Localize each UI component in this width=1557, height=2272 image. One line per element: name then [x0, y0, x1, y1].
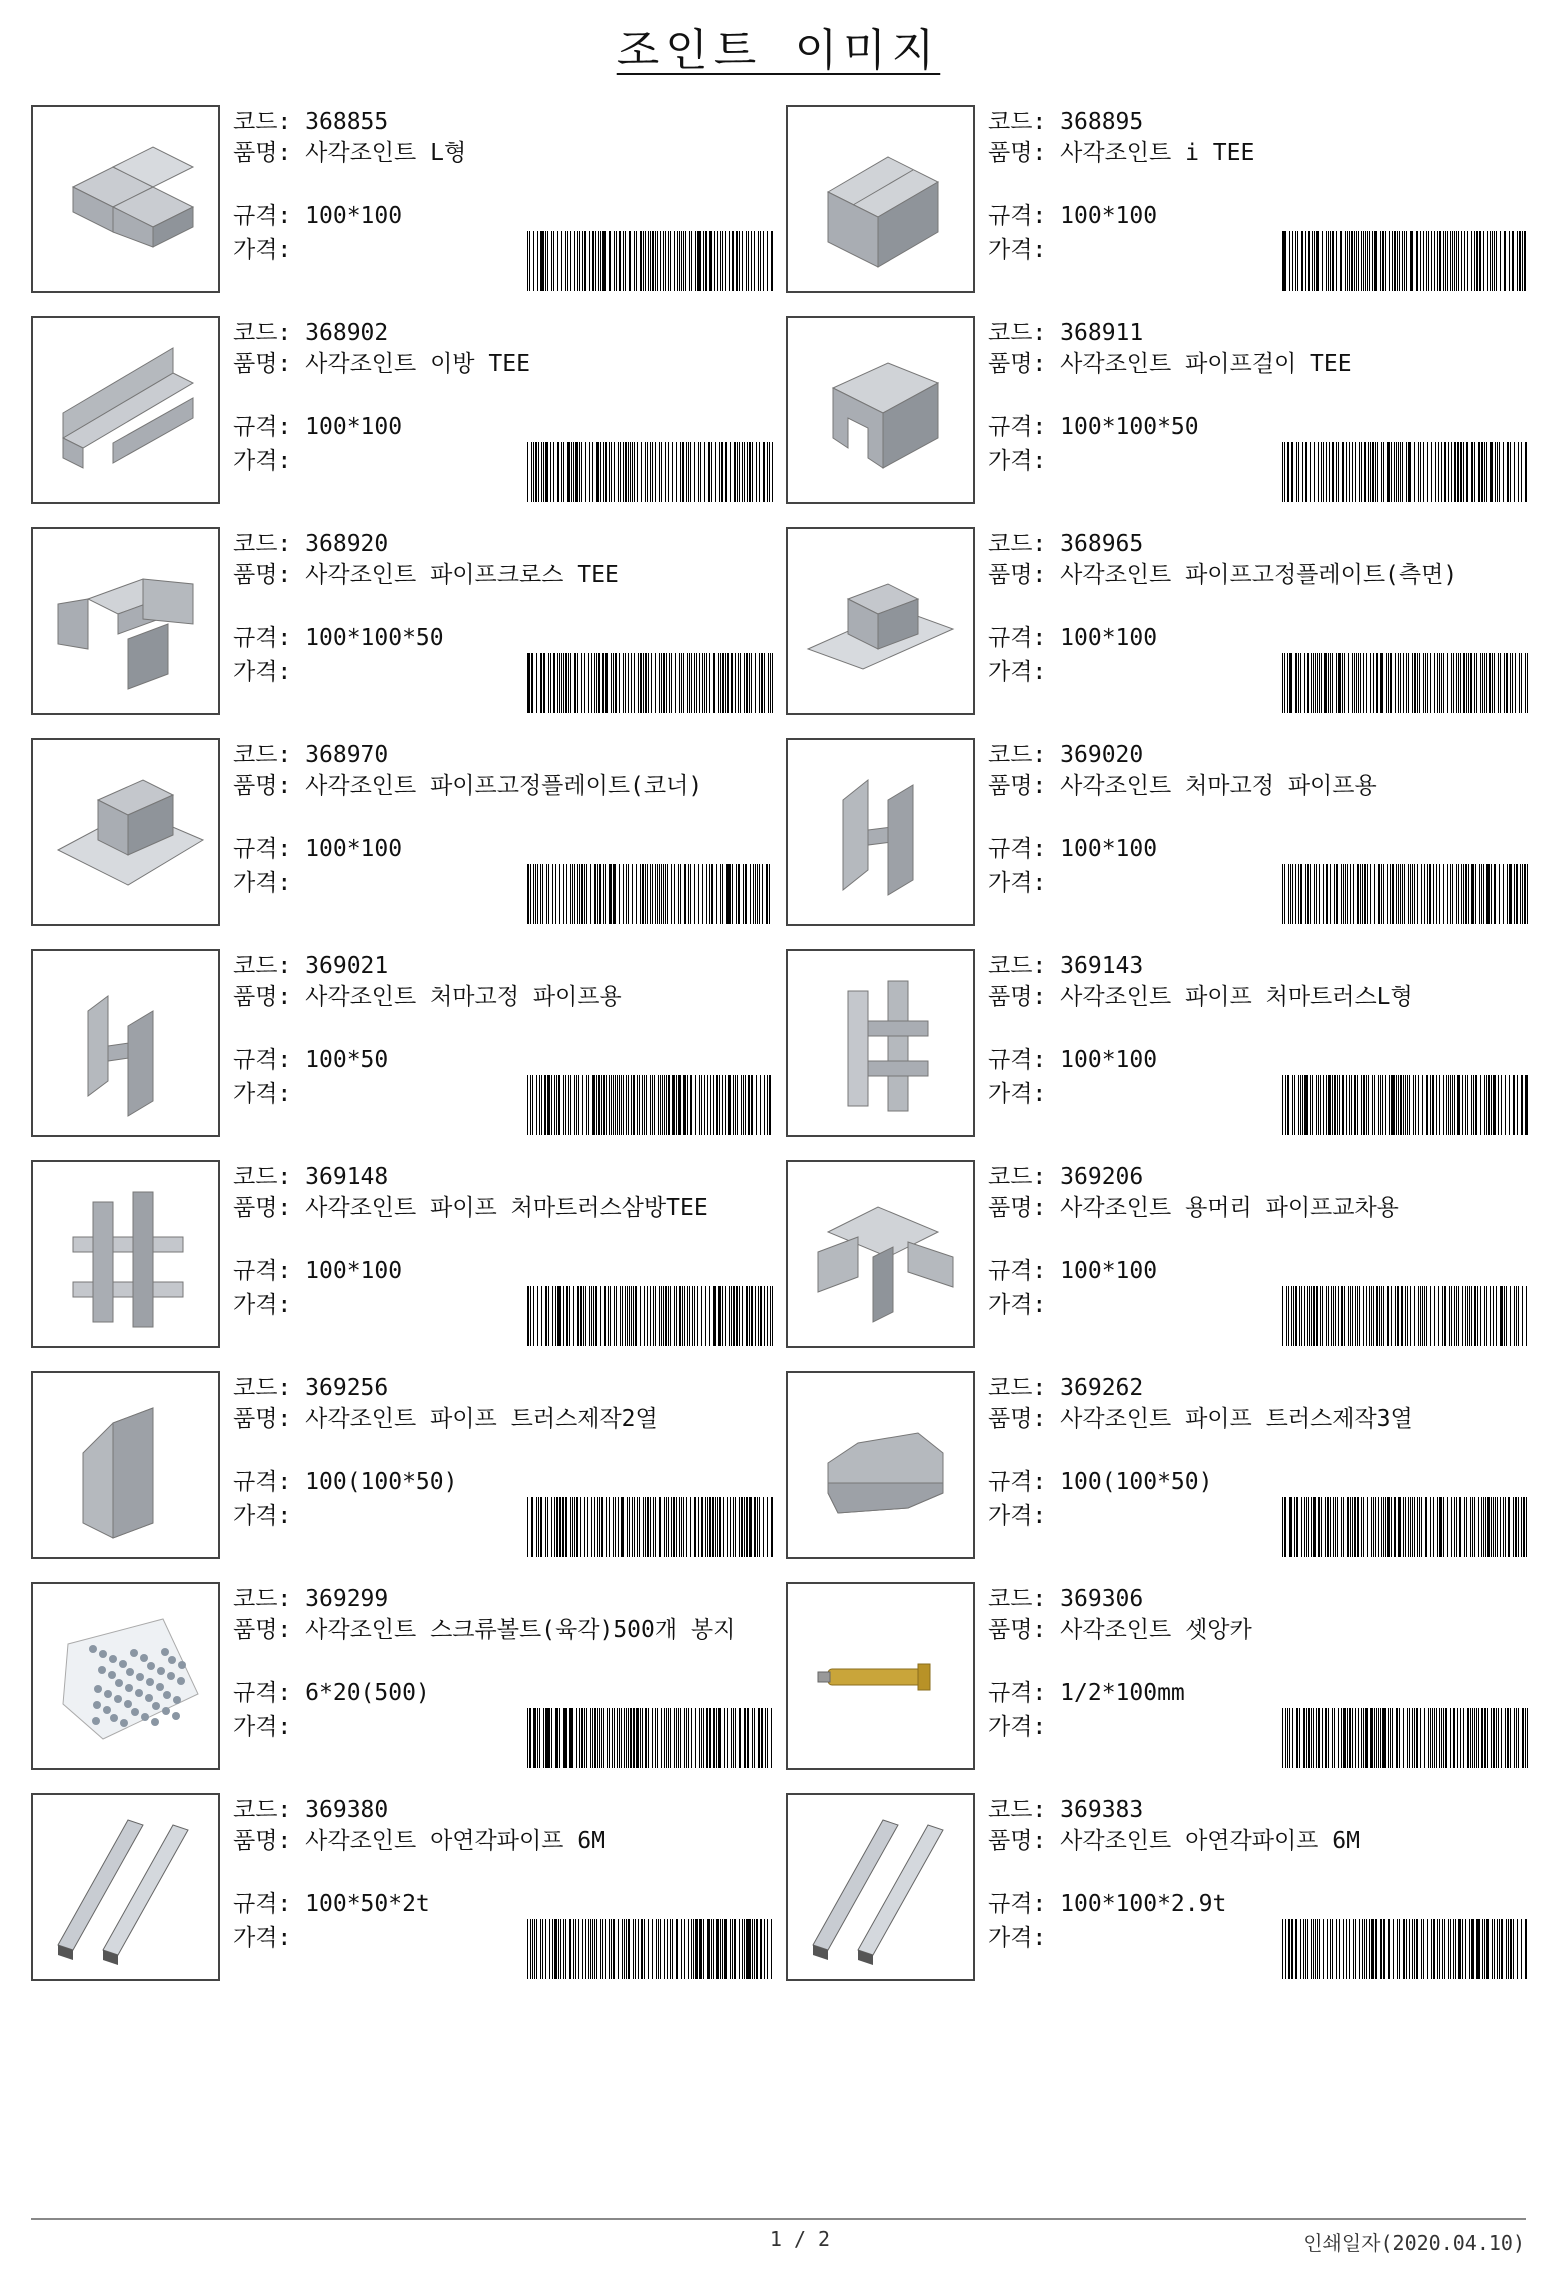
spec-row	[988, 1678, 1185, 1709]
code-value: 369380	[305, 1797, 389, 1823]
spec-label: 규격:	[233, 1047, 292, 1073]
barcode	[1282, 653, 1532, 713]
product-image	[786, 1582, 975, 1770]
galvanized-pipe-icon	[788, 1795, 973, 1979]
code-label: 코드:	[988, 742, 1047, 768]
code-value: 369143	[1060, 953, 1144, 979]
product-info	[988, 1373, 1548, 1529]
spec-row	[988, 1889, 1226, 1920]
spec-label: 규격:	[988, 625, 1047, 651]
name-row	[233, 982, 793, 1013]
eave-truss-l-icon	[788, 951, 973, 1135]
price-label: 가격:	[233, 1292, 292, 1318]
name-row	[988, 1615, 1548, 1646]
spec-value: 100*50	[305, 1047, 389, 1073]
price-row	[988, 868, 1046, 899]
name-value: 사각조인트 파이프 트러스제작2열	[305, 1406, 658, 1432]
spec-value: 6*20(500)	[305, 1680, 430, 1706]
side-plate-icon	[788, 529, 973, 713]
barcode	[1282, 1919, 1532, 1979]
product-info	[233, 1584, 793, 1740]
product-card	[786, 947, 1546, 1139]
code-label: 코드:	[988, 109, 1047, 135]
product-image	[31, 105, 220, 293]
code-row	[233, 951, 793, 982]
code-value: 368970	[305, 742, 389, 768]
code-label: 코드:	[988, 531, 1047, 557]
spec-row	[233, 1467, 457, 1498]
name-value: 사각조인트 셋앙카	[1060, 1617, 1252, 1643]
price-row	[233, 657, 291, 688]
product-card	[786, 1791, 1546, 1983]
spec-label: 규격:	[233, 203, 292, 229]
price-label: 가격:	[988, 237, 1047, 263]
product-info	[988, 107, 1548, 263]
product-image	[31, 738, 220, 926]
code-value: 369256	[305, 1375, 389, 1401]
barcode	[527, 1919, 777, 1979]
code-value: 369206	[1060, 1164, 1144, 1190]
price-label: 가격:	[988, 448, 1047, 474]
name-label: 품명:	[233, 351, 292, 377]
product-card	[786, 103, 1546, 295]
spec-value: 100*100	[1060, 1258, 1158, 1284]
code-value: 369383	[1060, 1797, 1144, 1823]
spec-label: 규격:	[988, 836, 1047, 862]
name-value: 사각조인트 아연각파이프 6M	[305, 1828, 605, 1854]
eave-bracket-small-icon	[33, 951, 218, 1135]
spec-value: 100*100	[1060, 203, 1158, 229]
price-label: 가격:	[233, 1081, 292, 1107]
spec-row	[988, 834, 1157, 865]
product-card	[786, 1158, 1546, 1350]
name-label: 품명:	[988, 1617, 1047, 1643]
galvanized-pipe-icon	[33, 1795, 218, 1979]
name-label: 품명:	[233, 1617, 292, 1643]
price-label: 가격:	[233, 1925, 292, 1951]
barcode	[1282, 1708, 1532, 1768]
code-row	[233, 1162, 793, 1193]
name-row	[988, 560, 1548, 591]
page-title: 조인트 이미지	[616, 25, 941, 76]
name-label: 품명:	[233, 562, 292, 588]
product-image	[31, 316, 220, 504]
code-value: 369021	[305, 953, 389, 979]
product-card	[31, 525, 791, 717]
price-row	[233, 868, 291, 899]
product-image	[786, 738, 975, 926]
name-label: 품명:	[988, 351, 1047, 377]
code-label: 코드:	[233, 1586, 292, 1612]
product-info	[988, 1162, 1548, 1318]
name-value: 사각조인트 파이프 처마트러스L형	[1060, 984, 1413, 1010]
barcode	[527, 1708, 777, 1768]
name-label: 품명:	[988, 984, 1047, 1010]
product-info	[233, 1373, 793, 1529]
code-value: 369148	[305, 1164, 389, 1190]
product-card	[31, 1791, 791, 1983]
i-tee-joint-icon	[788, 107, 973, 291]
product-card	[786, 736, 1546, 928]
name-value: 사각조인트 처마고정 파이프용	[1060, 773, 1377, 799]
eave-truss-three-way-icon	[33, 1162, 218, 1346]
spec-value: 100*100	[305, 836, 403, 862]
spec-label: 규격:	[988, 1680, 1047, 1706]
spec-label: 규격:	[988, 1258, 1047, 1284]
product-card	[786, 1369, 1546, 1561]
name-value: 사각조인트 파이프고정플레이트(코너)	[305, 773, 703, 799]
name-label: 품명:	[233, 1195, 292, 1221]
print-date: 인쇄일자(2020.04.10)	[1303, 2231, 1525, 2255]
two-way-tee-icon	[33, 318, 218, 502]
spec-row	[233, 1678, 430, 1709]
pipe-hanger-tee-icon	[788, 318, 973, 502]
price-row	[233, 1712, 291, 1743]
code-label: 코드:	[988, 1586, 1047, 1612]
spec-row	[988, 1045, 1157, 1076]
product-image	[786, 105, 975, 293]
name-row	[233, 1404, 793, 1435]
name-value: 사각조인트 파이프걸이 TEE	[1060, 351, 1352, 377]
spec-label: 규격:	[988, 203, 1047, 229]
spec-value: 100*100	[1060, 625, 1158, 651]
product-info	[233, 107, 793, 263]
code-label: 코드:	[233, 320, 292, 346]
spec-value: 100*100	[305, 203, 403, 229]
spec-value: 100*100	[305, 1258, 403, 1284]
code-label: 코드:	[988, 953, 1047, 979]
product-card	[31, 947, 791, 1139]
corner-plate-icon	[33, 740, 218, 924]
name-value: 사각조인트 i TEE	[1060, 140, 1255, 166]
price-row	[988, 1079, 1046, 1110]
barcode	[527, 231, 777, 291]
price-label: 가격:	[233, 1503, 292, 1529]
name-row	[988, 982, 1548, 1013]
spec-label: 규격:	[988, 1891, 1047, 1917]
spec-label: 규격:	[233, 1680, 292, 1706]
spec-row	[988, 1256, 1157, 1287]
barcode	[527, 1286, 777, 1346]
product-info	[233, 1795, 793, 1951]
code-row	[988, 529, 1548, 560]
pipe-cross-tee-icon	[33, 529, 218, 713]
name-label: 품명:	[988, 1828, 1047, 1854]
code-label: 코드:	[988, 1797, 1047, 1823]
name-value: 사각조인트 처마고정 파이프용	[305, 984, 622, 1010]
price-label: 가격:	[988, 1081, 1047, 1107]
spec-row	[988, 201, 1157, 232]
name-value: 사각조인트 L형	[305, 140, 467, 166]
product-image	[31, 1793, 220, 1981]
code-value: 369262	[1060, 1375, 1144, 1401]
spec-value: 100*100	[1060, 1047, 1158, 1073]
code-row	[233, 107, 793, 138]
price-row	[988, 446, 1046, 477]
price-row	[988, 1923, 1046, 1954]
code-value: 369020	[1060, 742, 1144, 768]
product-image	[786, 527, 975, 715]
code-label: 코드:	[233, 1797, 292, 1823]
price-label: 가격:	[233, 237, 292, 263]
product-card	[31, 736, 791, 928]
code-row	[988, 1373, 1548, 1404]
price-label: 가격:	[988, 1503, 1047, 1529]
spec-label: 규격:	[233, 1258, 292, 1284]
spec-row	[988, 623, 1157, 654]
price-row	[233, 1079, 291, 1110]
name-value: 사각조인트 이방 TEE	[305, 351, 530, 377]
code-row	[988, 318, 1548, 349]
price-label: 가격:	[233, 870, 292, 896]
barcode	[1282, 1497, 1532, 1557]
code-label: 코드:	[233, 742, 292, 768]
name-row	[988, 1826, 1548, 1857]
spec-value: 100*100	[1060, 836, 1158, 862]
spec-row	[233, 623, 444, 654]
spec-row	[233, 1889, 430, 1920]
code-value: 368895	[1060, 109, 1144, 135]
name-row	[988, 771, 1548, 802]
spec-label: 규격:	[988, 1469, 1047, 1495]
product-card	[31, 314, 791, 506]
spec-value: 100*100*2.9t	[1060, 1891, 1227, 1917]
product-image	[786, 949, 975, 1137]
product-image	[31, 949, 220, 1137]
price-row	[233, 1290, 291, 1321]
spec-value: 100(100*50)	[305, 1469, 458, 1495]
barcode	[527, 864, 777, 924]
l-joint-icon	[33, 107, 218, 291]
price-row	[233, 235, 291, 266]
spec-label: 규격:	[233, 1469, 292, 1495]
ridge-cross-icon	[788, 1162, 973, 1346]
anchor-bolt-icon	[788, 1584, 973, 1768]
product-image	[786, 1371, 975, 1559]
name-label: 품명:	[233, 140, 292, 166]
product-image	[786, 1793, 975, 1981]
spec-row	[988, 1467, 1212, 1498]
name-value: 사각조인트 파이프크로스 TEE	[305, 562, 619, 588]
code-row	[233, 1795, 793, 1826]
code-value: 368920	[305, 531, 389, 557]
name-row	[233, 138, 793, 169]
code-row	[988, 1584, 1548, 1615]
name-value: 사각조인트 파이프고정플레이트(측면)	[1060, 562, 1458, 588]
spec-value: 100*50*2t	[305, 1891, 430, 1917]
product-image	[31, 527, 220, 715]
name-row	[233, 560, 793, 591]
name-label: 품명:	[988, 1406, 1047, 1432]
product-card	[31, 1369, 791, 1561]
product-card	[31, 1158, 791, 1350]
code-row	[988, 740, 1548, 771]
code-label: 코드:	[233, 531, 292, 557]
barcode	[527, 653, 777, 713]
product-card	[786, 525, 1546, 717]
code-row	[988, 1162, 1548, 1193]
name-value: 사각조인트 파이프 트러스제작3열	[1060, 1406, 1413, 1432]
product-info	[988, 1795, 1548, 1951]
name-row	[988, 1404, 1548, 1435]
price-label: 가격:	[988, 1292, 1047, 1318]
price-label: 가격:	[988, 1925, 1047, 1951]
page-number: 1 / 2	[769, 2227, 831, 2251]
spec-value: 100*100*50	[305, 625, 444, 651]
product-info	[988, 529, 1548, 685]
product-info	[988, 318, 1548, 474]
price-label: 가격:	[233, 1714, 292, 1740]
barcode	[1282, 231, 1532, 291]
code-row	[233, 1373, 793, 1404]
name-row	[233, 1615, 793, 1646]
code-label: 코드:	[988, 1375, 1047, 1401]
name-row	[233, 771, 793, 802]
code-row	[233, 529, 793, 560]
code-value: 368965	[1060, 531, 1144, 557]
product-image	[786, 1160, 975, 1348]
price-row	[988, 1712, 1046, 1743]
price-row	[988, 1290, 1046, 1321]
spec-label: 규격:	[988, 414, 1047, 440]
spec-label: 규격:	[233, 414, 292, 440]
spec-label: 규격:	[233, 1891, 292, 1917]
code-value: 368902	[305, 320, 389, 346]
code-label: 코드:	[233, 109, 292, 135]
product-image	[31, 1160, 220, 1348]
screw-bag-icon	[33, 1584, 218, 1768]
name-row	[988, 138, 1548, 169]
eave-bracket-icon	[788, 740, 973, 924]
code-label: 코드:	[233, 1375, 292, 1401]
product-info	[233, 740, 793, 896]
price-label: 가격:	[988, 659, 1047, 685]
price-row	[988, 1501, 1046, 1532]
product-image	[31, 1371, 220, 1559]
spec-row	[233, 1256, 402, 1287]
product-info	[233, 529, 793, 685]
code-row	[988, 951, 1548, 982]
code-value: 368855	[305, 109, 389, 135]
product-card	[786, 1580, 1546, 1772]
spec-row	[233, 412, 402, 443]
name-value: 사각조인트 스크류볼트(육각)500개 봉지	[305, 1617, 736, 1643]
name-label: 품명:	[988, 140, 1047, 166]
spec-row	[233, 1045, 388, 1076]
name-value: 사각조인트 아연각파이프 6M	[1060, 1828, 1360, 1854]
barcode	[1282, 1075, 1532, 1135]
product-info	[233, 318, 793, 474]
product-info	[233, 951, 793, 1107]
price-label: 가격:	[988, 870, 1047, 896]
product-card	[786, 314, 1546, 506]
code-row	[233, 1584, 793, 1615]
spec-label: 규격:	[988, 1047, 1047, 1073]
code-row	[233, 318, 793, 349]
code-label: 코드:	[233, 1164, 292, 1190]
name-value: 사각조인트 용머리 파이프교차용	[1060, 1195, 1399, 1221]
price-row	[988, 235, 1046, 266]
spec-row	[233, 201, 402, 232]
name-row	[233, 349, 793, 380]
name-label: 품명:	[233, 773, 292, 799]
spec-row	[233, 834, 402, 865]
product-info	[988, 1584, 1548, 1740]
name-label: 품명:	[988, 773, 1047, 799]
name-value: 사각조인트 파이프 처마트러스삼방TEE	[305, 1195, 708, 1221]
name-label: 품명:	[233, 1828, 292, 1854]
price-row	[233, 1923, 291, 1954]
spec-value: 100(100*50)	[1060, 1469, 1213, 1495]
price-label: 가격:	[233, 448, 292, 474]
product-image	[31, 1582, 220, 1770]
product-image	[786, 316, 975, 504]
product-card	[31, 103, 791, 295]
barcode	[527, 1075, 777, 1135]
name-row	[233, 1826, 793, 1857]
spec-row	[988, 412, 1199, 443]
code-value: 369306	[1060, 1586, 1144, 1612]
code-label: 코드:	[988, 320, 1047, 346]
barcode	[527, 442, 777, 502]
code-value: 368911	[1060, 320, 1144, 346]
product-info	[988, 951, 1548, 1107]
product-info	[233, 1162, 793, 1318]
spec-value: 1/2*100mm	[1060, 1680, 1185, 1706]
name-row	[988, 349, 1548, 380]
barcode	[1282, 864, 1532, 924]
truss-3-row-icon	[788, 1373, 973, 1557]
price-label: 가격:	[988, 1714, 1047, 1740]
product-card	[31, 1580, 791, 1772]
barcode	[1282, 1286, 1532, 1346]
truss-2-row-icon	[33, 1373, 218, 1557]
price-row	[233, 446, 291, 477]
code-row	[233, 740, 793, 771]
name-label: 품명:	[988, 1195, 1047, 1221]
footer-divider	[31, 2218, 1526, 2220]
name-label: 품명:	[233, 984, 292, 1010]
spec-value: 100*100*50	[1060, 414, 1199, 440]
code-label: 코드:	[988, 1164, 1047, 1190]
name-row	[233, 1193, 793, 1224]
code-row	[988, 1795, 1548, 1826]
code-row	[988, 107, 1548, 138]
product-info	[988, 740, 1548, 896]
price-row	[988, 657, 1046, 688]
barcode	[527, 1497, 777, 1557]
name-label: 품명:	[233, 1406, 292, 1432]
code-value: 369299	[305, 1586, 389, 1612]
name-label: 품명:	[988, 562, 1047, 588]
name-row	[988, 1193, 1548, 1224]
price-label: 가격:	[233, 659, 292, 685]
code-label: 코드:	[233, 953, 292, 979]
spec-label: 규격:	[233, 836, 292, 862]
spec-value: 100*100	[305, 414, 403, 440]
barcode	[1282, 442, 1532, 502]
price-row	[233, 1501, 291, 1532]
spec-label: 규격:	[233, 625, 292, 651]
